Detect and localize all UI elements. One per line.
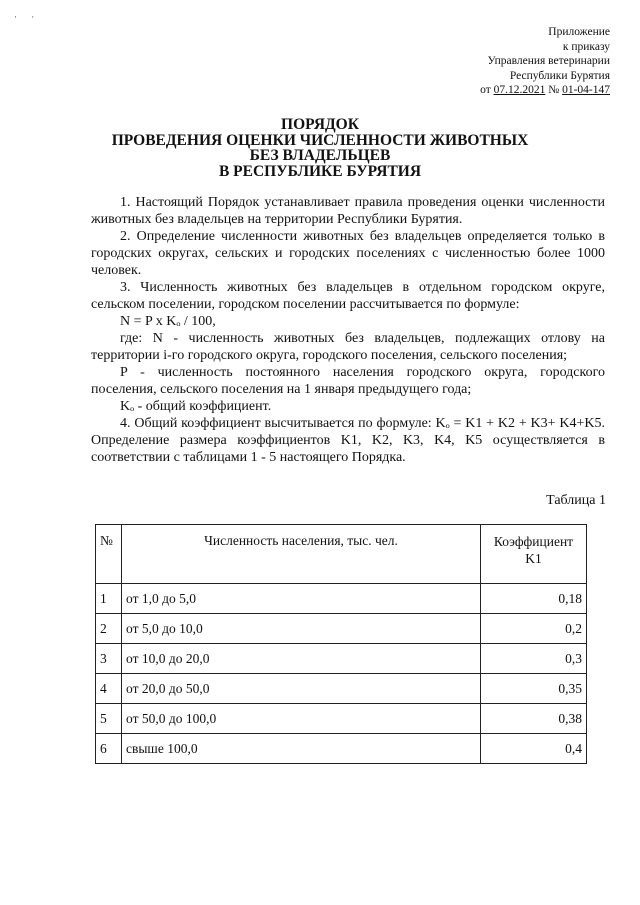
row-value: 0,3 xyxy=(481,644,587,674)
header-coefficient xyxy=(481,525,587,584)
header-coefficient-line-2: K1 xyxy=(525,551,542,566)
row-num: 2 xyxy=(96,614,122,644)
formula: N = P x Kₒ / 100, xyxy=(120,314,216,329)
attachment-line-2: к приказу xyxy=(562,40,610,53)
row-value: 0,4 xyxy=(481,734,587,764)
paragraph-2: 2. Определение численности животных без владельцев определяется только в городских округах, сельских и городских поселениях с численностью более 1000 человек. xyxy=(91,229,605,278)
attachment-date-line xyxy=(480,83,610,98)
row-range: от 20,0 до 50,0 xyxy=(122,674,481,704)
paragraph-1: 1. Настоящий Порядок устанавливает правила проведения оценки численности животных без владельцев на территории Республики Бурятия. xyxy=(91,195,605,227)
paragraph-coefficient: Kₒ - общий коэффициент. xyxy=(120,399,272,414)
table-header-row xyxy=(96,525,587,584)
header-population: Численность населения, тыс. чел. xyxy=(122,525,481,584)
title-line-1: ПОРЯДОК xyxy=(281,116,359,133)
table-row xyxy=(96,614,587,644)
attachment-line-3: Управления ветеринарии xyxy=(487,55,610,67)
paragraph-4: 4. Общий коэффициент высчитывается по формуле: Kₒ = K1 + K2 + K3+ K4+K5. Определение размера коэффициентов K1, K2, K3, K4, K5 осуществляется в соответствии с таблицами 1 - 5 настоящего Порядка. xyxy=(91,416,605,465)
scan-specks: · · xyxy=(14,12,41,22)
row-num: 4 xyxy=(96,674,122,704)
attachment-line-1: Приложение xyxy=(548,26,610,38)
row-range: от 10,0 до 20,0 xyxy=(122,644,481,674)
paragraph-3: 3. Численность животных без владельцев в отдельном городском округе, сельском поселении, городском поселении рассчитывается по формуле: xyxy=(91,280,605,312)
date-prefix: от xyxy=(480,84,494,96)
row-num: 1 xyxy=(96,584,122,614)
attachment-header xyxy=(480,25,610,98)
attachment-line-4: Республики Бурятия xyxy=(509,69,610,82)
order-number: 01-04-147 xyxy=(562,84,610,96)
row-value: 0,18 xyxy=(481,584,587,614)
row-value: 0,38 xyxy=(481,704,587,734)
row-num: 3 xyxy=(96,644,122,674)
row-value: 0,2 xyxy=(481,614,587,644)
title-line-2: ПРОВЕДЕНИЯ ОЦЕНКИ ЧИСЛЕННОСТИ ЖИВОТНЫХ xyxy=(111,131,529,149)
table-row xyxy=(96,734,587,764)
row-value: 0,35 xyxy=(481,674,587,704)
paragraph-where: где: N - численность животных без владельцев, подлежащих отлову на территории i-го городского округа, городского поселения, сельского поселения; xyxy=(91,331,605,363)
order-date: 07.12.2021 xyxy=(493,84,546,96)
document-title xyxy=(0,117,640,179)
table-row xyxy=(96,674,587,704)
table-row xyxy=(96,704,587,734)
row-range: от 1,0 до 5,0 xyxy=(122,584,481,614)
header-coefficient-line-1: Коэффициент xyxy=(493,534,574,549)
table-caption: Таблица 1 xyxy=(546,493,606,508)
paragraph-population: P - численность постоянного населения городского округа, городского поселения, сельского поселения на 1 января предыдущего года; xyxy=(91,365,605,397)
header-num: № xyxy=(96,525,122,584)
row-range: от 50,0 до 100,0 xyxy=(122,704,481,734)
coefficient-table xyxy=(95,524,587,764)
row-range: от 5,0 до 10,0 xyxy=(122,614,481,644)
number-prefix: № xyxy=(545,84,563,96)
row-num: 5 xyxy=(96,704,122,734)
title-line-4: В РЕСПУБЛИКЕ БУРЯТИЯ xyxy=(218,162,422,180)
title-line-3: БЕЗ ВЛАДЕЛЬЦЕВ xyxy=(249,147,391,164)
table-row xyxy=(96,644,587,674)
document-body xyxy=(91,194,605,466)
row-num: 6 xyxy=(96,734,122,764)
table-row xyxy=(96,584,587,614)
row-range: свыше 100,0 xyxy=(122,734,481,764)
